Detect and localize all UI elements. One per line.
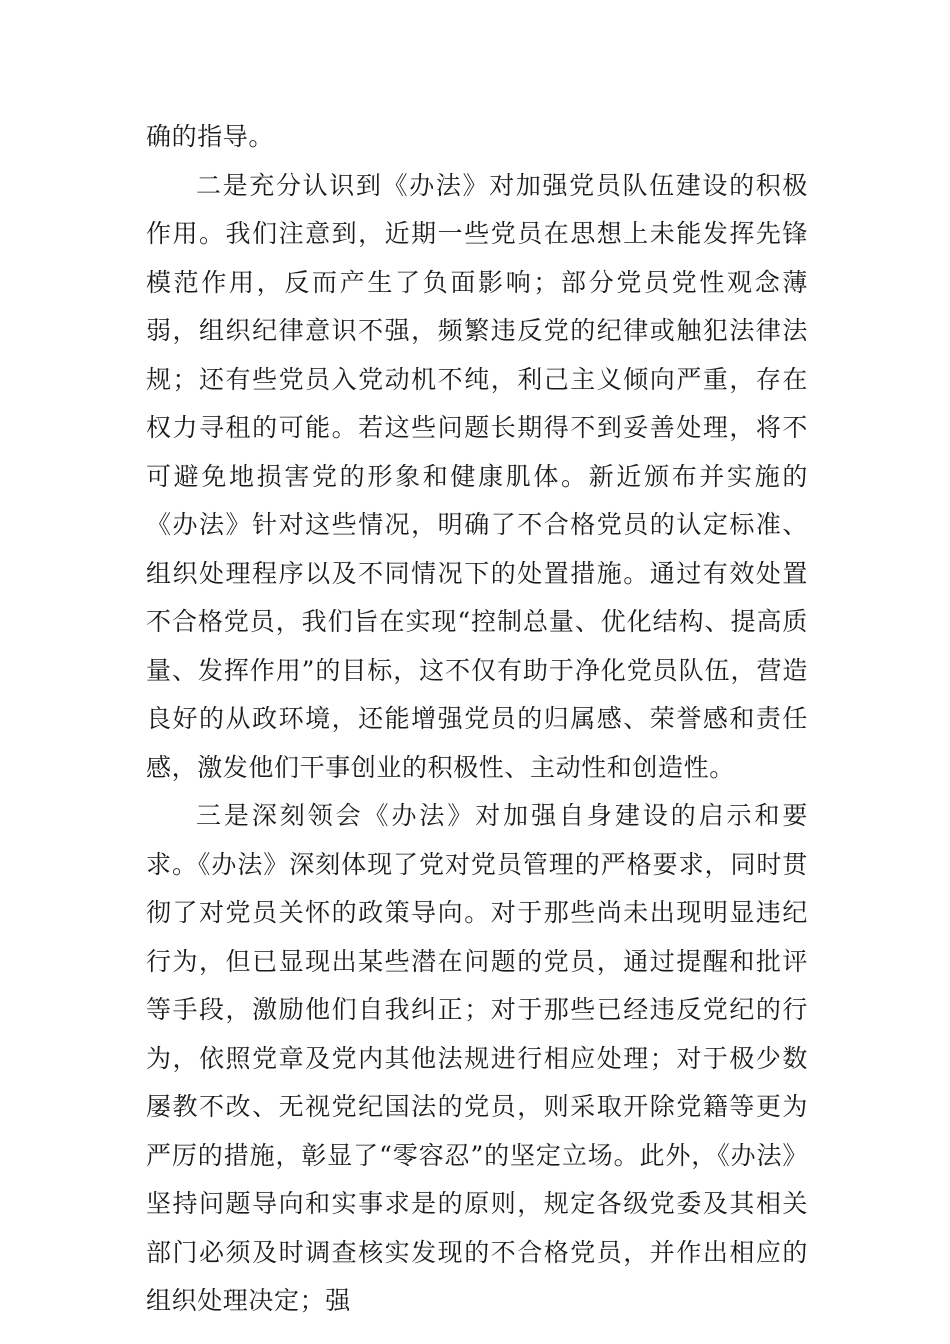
paragraph-continuation: 确的指导。 xyxy=(146,122,275,151)
document-body xyxy=(146,113,808,1326)
paragraph-point-three: 三是深刻领会《办法》对加强自身建设的启示和要求。《办法》深刻体现了党对党员管理的严格要求，同时贯彻了对党员关怀的政策导向。对于那些尚未出现明显违纪行为，但已显现出某些潜在问题的党员，通过提醒和批评等手段，激励他们自我纠正；对于那些已经违反党纪的行为，依照党章及党内其他法规进行相应处理；对于极少数屡教不改、无视党纪国法的党员，则采取开除党籍等更为严厉的措施，彰显了“零容忍”的坚定立场。此外，《办法》坚持问题导向和实事求是的原则，规定各级党委及其相关部门必须及时调查核实发现的不合格党员，并作出相应的组织处理决定；强 xyxy=(146,801,808,1315)
paragraph-point-two: 二是充分认识到《办法》对加强党员队伍建设的积极作用。我们注意到，近期一些党员在思想上未能发挥先锋模范作用，反而产生了负面影响；部分党员党性观念薄弱，组织纪律意识不强，频繁违反党的纪律或触犯法律法规；还有些党员入党动机不纯，利己主义倾向严重，存在权力寻租的可能。若这些问题长期得不到妥善处理，将不可避免地损害党的形象和健康肌体。新近颁布并实施的《办法》针对这些情况，明确了不合格党员的认定标准、组织处理程序以及不同情况下的处置措施。通过有效处置不合格党员，我们旨在实现“控制总量、优化结构、提高质量、发挥作用”的目标，这不仅有助于净化党员队伍，营造良好的从政环境，还能增强党员的归属感、荣誉感和责任感，激发他们干事创业的积极性、主动性和创造性。 xyxy=(146,170,808,782)
